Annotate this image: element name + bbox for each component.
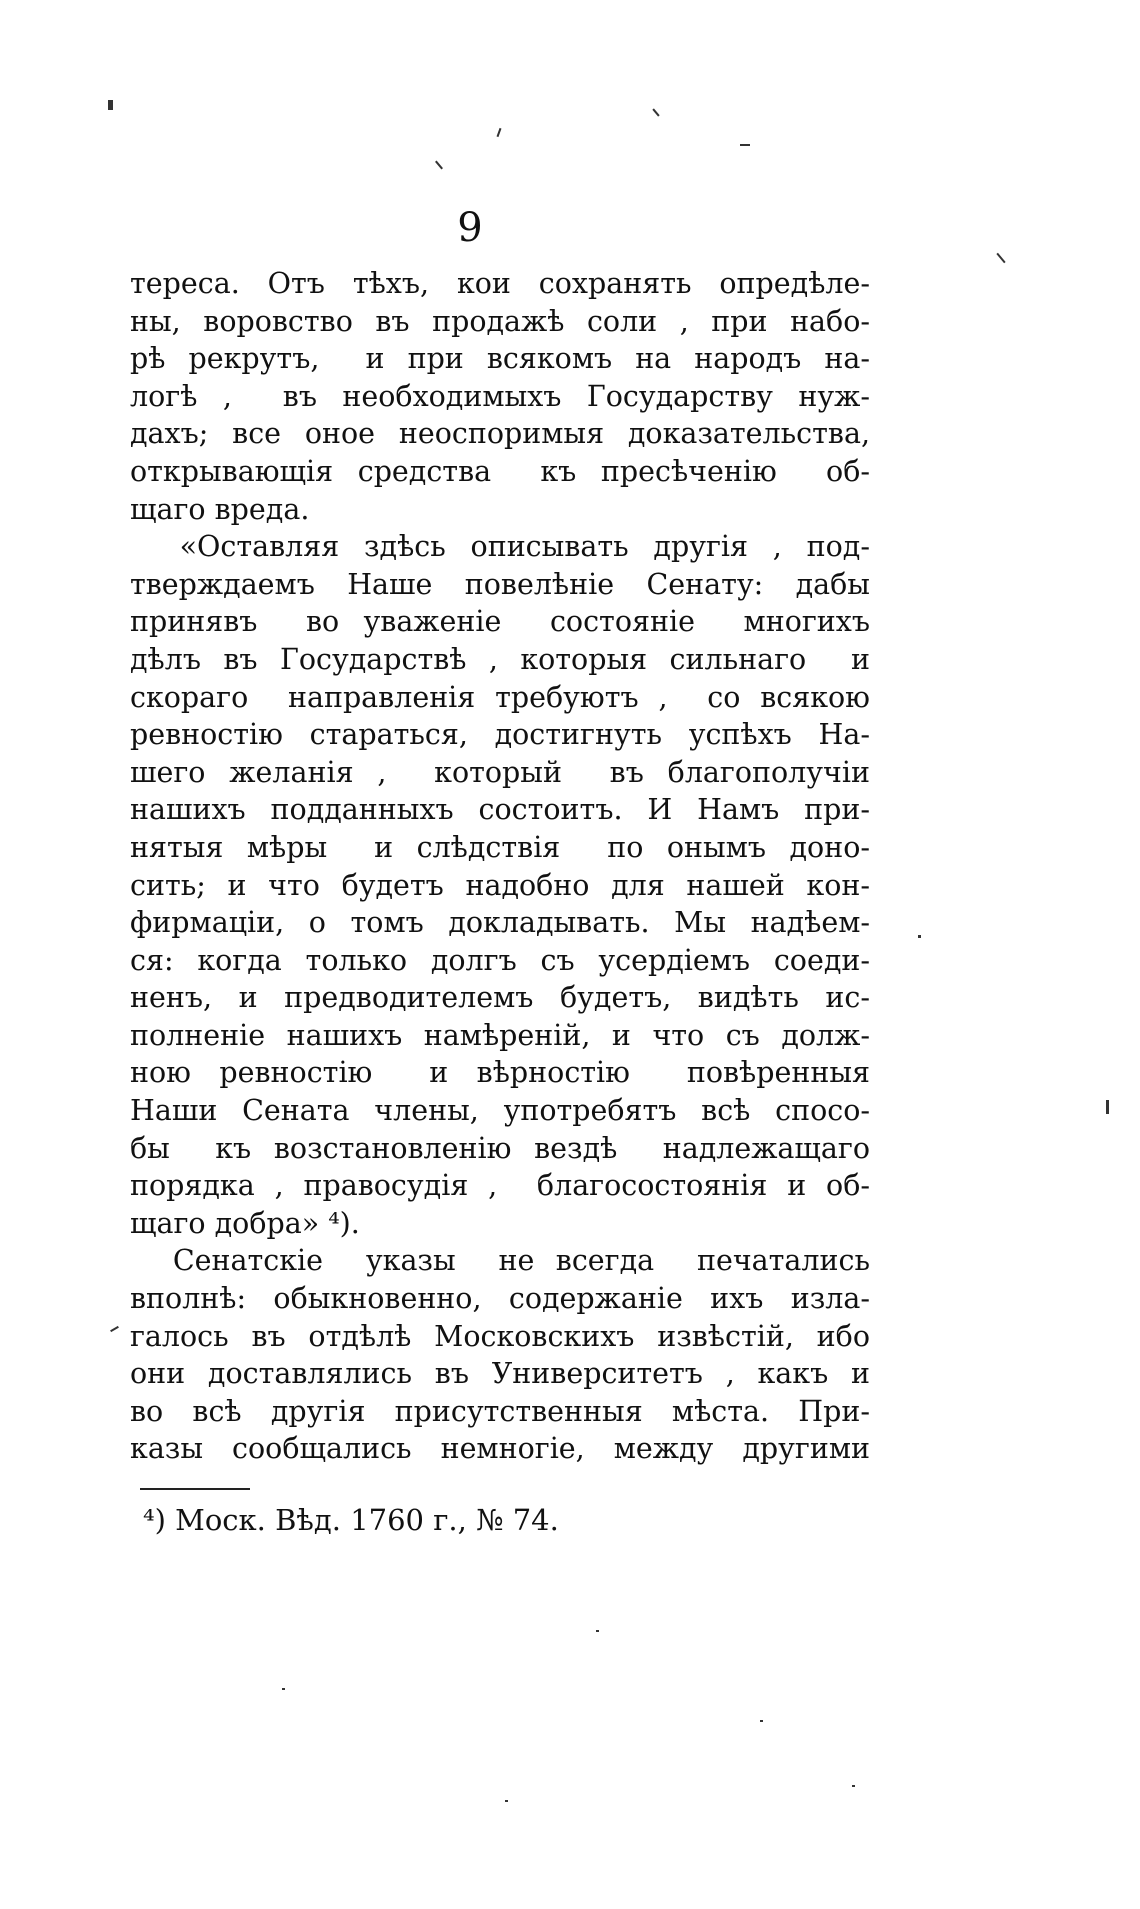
scan-speck [596,1630,599,1632]
footnote: ⁴) Моск. Вѣд. 1760 г., № 74. [143,1503,559,1537]
text-line: ненъ, и предводителемъ будетъ, видѣть ис- [130,981,870,1015]
text-line: тереса. Отъ тѣхъ, кои сохранять опредѣле- [130,267,870,300]
text-line: фирмаціи, о томъ докладывать. Мы надѣем- [130,906,870,940]
text-line: щаго добра» ⁴). [130,1206,360,1240]
text-line: принявъ во уваженіе состояніе многихъ [130,605,870,639]
text-line: ревностію стараться, достигнуть успѣхъ На- [130,718,870,752]
text-line: дахъ; все оное неоспоримыя доказательства, [130,417,870,451]
text-line: скораго направленія требуютъ , со всякою [130,680,870,714]
scan-speck [505,1800,508,1802]
scan-speck [918,935,921,938]
text-line: «Оставляя здѣсь описывать другія , под- [130,530,870,564]
page-number: 9 [457,205,483,251]
scan-speck [497,128,502,137]
text-line: порядка , правосудія , благосостоянія и об- [130,1169,870,1203]
scan-speck [110,1326,119,1332]
text-line: тверждаемъ Наше повелѣніе Сенату: дабы [130,567,870,601]
text-line: шего желанія , который въ благополучіи [130,755,870,789]
text-line: казы сообщались немногіе, между другими [130,1432,870,1466]
scan-speck [740,144,750,146]
text-line: галось въ отдѣлѣ Московскихъ извѣстій, ибо [130,1319,870,1353]
body-text [130,265,870,1468]
scan-speck [760,1720,763,1722]
text-line: открывающія средства къ пресѣченію об- [130,454,870,488]
text-line: вполнѣ: обыкновенно, содержаніе ихъ изла- [130,1282,870,1316]
text-line: они доставлялись въ Университетъ , какъ и [130,1357,870,1391]
text-line: бы къ возстановленію вездѣ надлежащаго [130,1131,870,1165]
text-line: сить; и что будетъ надобно для нашей кон- [130,868,870,902]
text-line: ны, воровство въ продажѣ соли , при набо- [130,304,870,338]
text-line: логѣ , въ необходимыхъ Государству нуж- [130,379,870,413]
text-line: ною ревностію и вѣрностію повѣренныя [130,1056,870,1090]
text-line: щаго вреда. [130,492,310,526]
text-line: Наши Сената члены, употребятъ всѣ спосо- [130,1094,870,1128]
text-line: полненіе нашихъ намѣреній, и что съ долж- [130,1018,870,1052]
scan-speck [108,100,113,110]
scan-speck [852,1785,855,1787]
scan-speck [435,161,443,170]
scan-speck [1106,1100,1109,1114]
scan-speck [282,1688,285,1690]
scan-speck [652,108,659,116]
text-line: во всѣ другія присутственныя мѣста. При- [130,1394,870,1428]
text-line: нятыя мѣры и слѣдствія по онымъ доно- [130,830,870,864]
text-line: ся: когда только долгъ съ усердіемъ соеди- [130,943,870,977]
footnote-divider [140,1488,250,1490]
text-line: рѣ рекрутъ, и при всякомъ на народъ на- [130,342,870,376]
text-line: дѣлъ въ Государствѣ , которыя сильнаго и [130,642,870,676]
text-line: нашихъ подданныхъ состоитъ. И Намъ при- [130,793,870,827]
text-line: Сенатскіе указы не всегда печатались [130,1244,870,1278]
scan-speck [996,253,1005,263]
